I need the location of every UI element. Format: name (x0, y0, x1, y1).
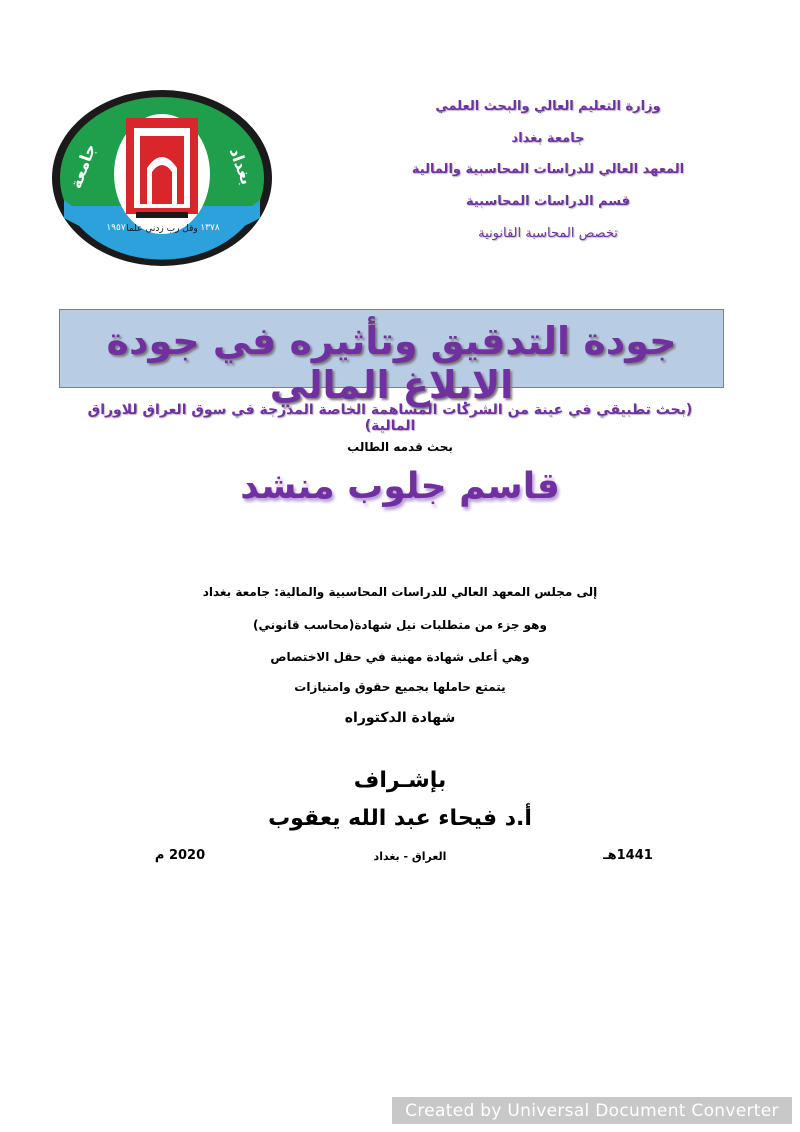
logo-year-right: ١٣٧٨ (200, 223, 220, 233)
body-line-3: وهي أعلى شهادة مهنية في حقل الاختصاص (270, 650, 530, 664)
supervisor-name: أ.د فيحاء عبد الله يعقوب (268, 806, 532, 831)
specialization-name: تخصص المحاسبة القانونية (478, 226, 618, 241)
gregorian-year: 2020 م (154, 848, 206, 863)
body-line-2: وهو جزء من متطلبات نيل شهادة(محاسب قانوني) (253, 618, 547, 632)
logo-ring-text-right: بغداد (225, 145, 257, 188)
institute-name: المعهد العالي للدراسات المحاسبية والمالية (411, 162, 685, 177)
converter-watermark: Created by Universal Document Converter (392, 1097, 792, 1124)
place: العراق - بغداد (373, 850, 447, 863)
subtitle: (بحث تطبيقي في عينة من الشركات المساهمة الخاصة المدرجة في سوق العراق للاوراق المالية) (87, 402, 693, 434)
hijri-year: 1441هـ (603, 848, 653, 863)
department-name: قسم الدراسات المحاسبية (465, 194, 631, 209)
supervision-label: بإشـراف (353, 768, 447, 793)
degree-name: شهادة الدكتوراه (344, 710, 456, 726)
ministry-name: وزارة التعليم العالي والبحث العلمي (435, 99, 661, 114)
logo-motto: وقل رب زدني علما (126, 224, 198, 234)
logo-ring-text-left: جامعة (66, 141, 100, 192)
university-logo (50, 88, 274, 268)
body-line-4: يتمتع حاملها بجميع حقوق وامتيازات (294, 680, 506, 694)
university-name: جامعة بغداد (511, 131, 585, 146)
page-title: جودة التدقيق وتأثيره في جودة الابلاغ المالي (106, 319, 677, 407)
body-line-1: إلى مجلس المعهد العالي للدراسات المحاسبية والمالية: جامعة بغداد (202, 585, 598, 599)
logo-year-left: ١٩٥٧ (106, 223, 126, 233)
student-name: قاسم جلوب منشد (240, 466, 560, 507)
presented-by: بحث قدمه الطالب (347, 440, 453, 454)
